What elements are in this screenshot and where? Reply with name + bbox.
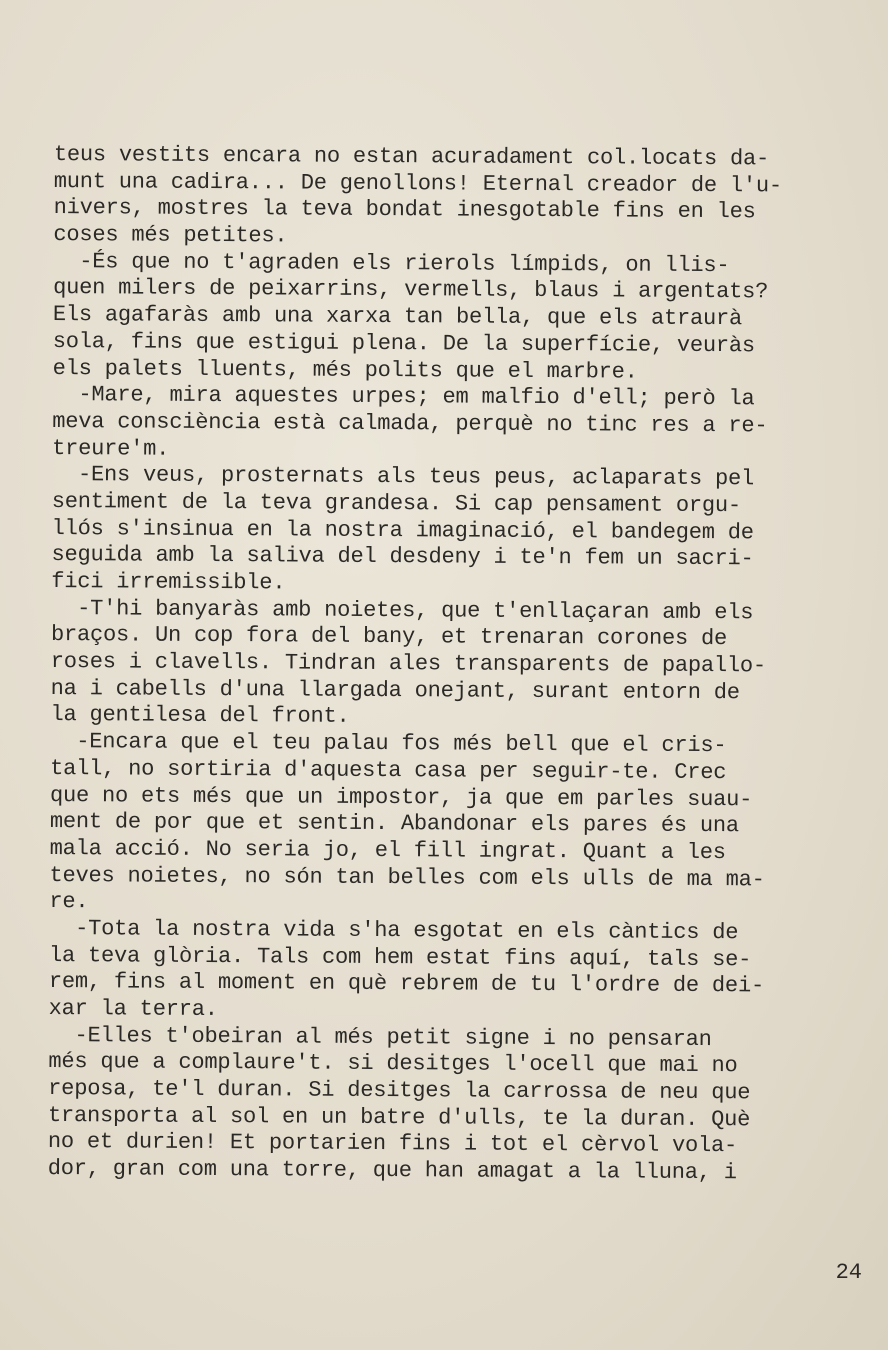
text-line: -Elles t'obeiran al més petit signe i no pensaran	[48, 1022, 712, 1052]
text-line: -Mare, mira aquestes urpes; em malfio d'ell; però la	[52, 382, 755, 412]
text-line: na i cabells d'una llargada onejant, surant entorn de	[50, 675, 740, 705]
text-line: seguida amb la saliva del desdeny i te'n fem un sacri-	[51, 542, 754, 572]
text-line: xar la terra.	[48, 995, 218, 1023]
text-line: dor, gran com una torre, que han amagat a la lluna, i	[47, 1156, 737, 1186]
text-line: fici irremissible.	[51, 568, 286, 596]
text-line: -Ens veus, prosternats als teus peus, aclaparats pel	[51, 462, 755, 492]
text-line: rem, fins al moment en què rebrem de tu l'ordre de dei-	[48, 969, 765, 999]
text-line: transporta al sol en un batre d'ulls, te la duran. Què	[47, 1102, 751, 1133]
text-line: meva consciència està calmada, perquè no tinc res a re-	[52, 408, 768, 439]
text-line: munt una cadira... De genollons! Eternal creador de l'u-	[53, 168, 782, 199]
text-line: sentiment de la teva grandesa. Si cap pensament orgu-	[51, 488, 741, 519]
text-line: la teva glòria. Tals com hem estat fins aquí, tals se-	[48, 942, 752, 972]
text-line: quen milers de peixarrins, vermells, blaus i argentats?	[53, 275, 769, 305]
text-line: tall, no sortiria d'aquesta casa per seguir-te. Crec	[50, 755, 727, 785]
text-line: sola, fins que estigui plena. De la superfície, veuràs	[52, 328, 755, 359]
text-line: coses més petites.	[53, 222, 288, 249]
text-line: no et durien! Et portarien fins i tot el cèrvol vola-	[47, 1129, 738, 1159]
text-line: que no ets més que un impostor, ja que em parles suau-	[49, 782, 753, 812]
text-line: roses i clavells. Tindran ales transparents de papallo-	[50, 649, 767, 679]
text-line: re.	[49, 889, 89, 915]
text-line: braços. Un cop fora del bany, et trenaran corones de	[50, 622, 728, 652]
page-number: 24	[835, 1260, 862, 1285]
text-line: més que a complaure't. si desitges l'ocell que mai no	[48, 1049, 738, 1079]
text-line: treure'm.	[52, 435, 170, 462]
text-line: mala acció. No seria jo, el fill ingrat. Quant a les	[49, 835, 726, 865]
text-line: reposa, te'l duran. Si desitges la carrossa de neu que	[48, 1076, 751, 1106]
text-line: els palets lluents, més polits que el marbre.	[52, 355, 638, 385]
text-line: -Encara que el teu palau fos més bell que el cris-	[50, 729, 727, 759]
text-line: nivers, mostres la teva bondat inesgotable fins en les	[53, 195, 756, 225]
text-line: ment de por que et sentin. Abandonar els pares és una	[49, 809, 740, 839]
text-line: teus vestits encara no estan acuradament col.locats da-	[53, 142, 770, 172]
text-line: Els agafaràs amb una xarxa tan bella, que els atraurà	[52, 302, 743, 332]
body-text	[48, 142, 874, 1188]
text-line: la gentilesa del front.	[50, 702, 350, 730]
text-line: teves noietes, no són tan belles com els ulls de ma ma-	[49, 862, 765, 892]
text-line: -És que no t'agraden els rierols límpids, on llis-	[53, 248, 730, 278]
text-line: -Tota la nostra vida s'ha esgotat en els càntics de	[49, 915, 739, 946]
text-line: llós s'insinua en la nostra imaginació, el bandegem de	[51, 515, 754, 545]
text-line: -T'hi banyaràs amb noietes, que t'enllaçaran amb els	[51, 595, 754, 625]
